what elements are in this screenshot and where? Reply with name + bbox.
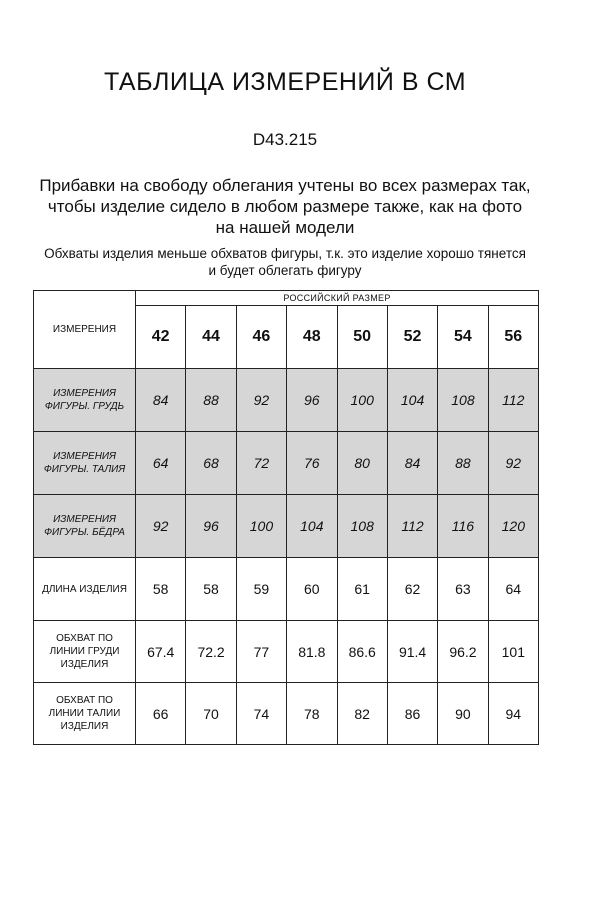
value-cell: 88 (186, 369, 236, 432)
row-label-line: ДЛИНА ИЗДЕЛИЯ (42, 583, 127, 595)
value-cell: 91.4 (387, 621, 437, 683)
value-cell: 80 (337, 432, 387, 495)
value-cell: 88 (438, 432, 488, 495)
value-cell: 74 (236, 683, 286, 745)
value-cell: 108 (438, 369, 488, 432)
size-cell: 54 (438, 306, 488, 369)
row-label-line: ИЗДЕЛИЯ (60, 659, 109, 670)
product-code: D43.215 (252, 130, 318, 149)
size-cell: 46 (236, 306, 286, 369)
row-label-line: ФИГУРЫ. БЁДРА (44, 527, 125, 538)
stretch-note-line: и будет облегать фигуру (208, 263, 362, 278)
size-cell: 44 (186, 306, 236, 369)
value-cell: 78 (287, 683, 337, 745)
row-label-line: ОБХВАТ ПО (56, 633, 113, 644)
value-cell: 100 (337, 369, 387, 432)
table-header-row (34, 291, 539, 306)
size-cell: 50 (337, 306, 387, 369)
value-cell: 104 (287, 495, 337, 558)
value-cell: 58 (186, 558, 236, 621)
row-label (34, 558, 136, 621)
row-label-line: ЛИНИИ ТАЛИИ (48, 708, 121, 719)
value-cell: 63 (438, 558, 488, 621)
table-row-waist (34, 432, 539, 495)
value-cell: 64 (136, 432, 186, 495)
row-label (34, 495, 136, 558)
fit-note-line: Прибавки на свободу облегания учтены во всех размерах так, (39, 176, 531, 195)
stretch-note-line: Обхваты изделия меньше обхватов фигуры, т.к. это изделие хорошо тянется (44, 246, 526, 261)
value-cell: 72 (236, 432, 286, 495)
value-cell: 77 (236, 621, 286, 683)
row-label (34, 369, 136, 432)
value-cell: 60 (287, 558, 337, 621)
value-cell: 62 (387, 558, 437, 621)
row-label-line: ИЗДЕЛИЯ (60, 721, 109, 732)
value-cell: 92 (236, 369, 286, 432)
value-cell: 94 (488, 683, 538, 745)
value-cell: 84 (136, 369, 186, 432)
table-row-length (34, 558, 539, 621)
value-cell: 101 (488, 621, 538, 683)
fit-note-line: чтобы изделие сидело в любом размере также, как на фото (47, 197, 523, 216)
value-cell: 58 (136, 558, 186, 621)
row-label-line: ОБХВАТ ПО (56, 695, 113, 706)
table-row-garment-bust (34, 621, 539, 683)
value-cell: 72.2 (186, 621, 236, 683)
row-label-line: ИЗМЕРЕНИЯ (53, 388, 116, 399)
row-label-line: ИЗМЕРЕНИЯ (53, 514, 116, 525)
value-cell: 92 (488, 432, 538, 495)
size-chart-table (33, 290, 539, 745)
fit-note (20, 175, 550, 238)
row-label-line: ФИГУРЫ. ТАЛИЯ (43, 464, 126, 475)
value-cell: 86 (387, 683, 437, 745)
value-cell: 59 (236, 558, 286, 621)
value-cell: 84 (387, 432, 437, 495)
value-cell: 120 (488, 495, 538, 558)
value-cell: 66 (136, 683, 186, 745)
value-cell: 86.6 (337, 621, 387, 683)
value-cell: 76 (287, 432, 337, 495)
row-label (34, 621, 136, 683)
size-group-header: РОССИЙСКИЙ РАЗМЕР (136, 291, 539, 306)
size-cell: 56 (488, 306, 538, 369)
page-title: ТАБЛИЦА ИЗМЕРЕНИЙ В СМ (103, 68, 467, 96)
row-label (34, 683, 136, 745)
row-label-line: ФИГУРЫ. ГРУДЬ (44, 401, 125, 412)
value-cell: 82 (337, 683, 387, 745)
table-row-hips (34, 495, 539, 558)
row-label-line: ИЗМЕРЕНИЯ (53, 451, 116, 462)
value-cell: 61 (337, 558, 387, 621)
value-cell: 104 (387, 369, 437, 432)
value-cell: 96.2 (438, 621, 488, 683)
value-cell: 81.8 (287, 621, 337, 683)
value-cell: 64 (488, 558, 538, 621)
value-cell: 112 (488, 369, 538, 432)
stretch-note (20, 245, 550, 279)
value-cell: 96 (287, 369, 337, 432)
value-cell: 90 (438, 683, 488, 745)
value-cell: 92 (136, 495, 186, 558)
value-cell: 70 (186, 683, 236, 745)
size-cell: 52 (387, 306, 437, 369)
value-cell: 116 (438, 495, 488, 558)
value-cell: 68 (186, 432, 236, 495)
value-cell: 100 (236, 495, 286, 558)
size-cell: 42 (136, 306, 186, 369)
size-cell: 48 (287, 306, 337, 369)
value-cell: 108 (337, 495, 387, 558)
measure-header: ИЗМЕРЕНИЯ (34, 291, 136, 369)
table-row-bust (34, 369, 539, 432)
value-cell: 96 (186, 495, 236, 558)
value-cell: 112 (387, 495, 437, 558)
row-label-line: ЛИНИИ ГРУДИ (49, 646, 120, 657)
value-cell: 67.4 (136, 621, 186, 683)
table-row-garment-waist (34, 683, 539, 745)
row-label (34, 432, 136, 495)
fit-note-line: на нашей модели (215, 218, 355, 237)
